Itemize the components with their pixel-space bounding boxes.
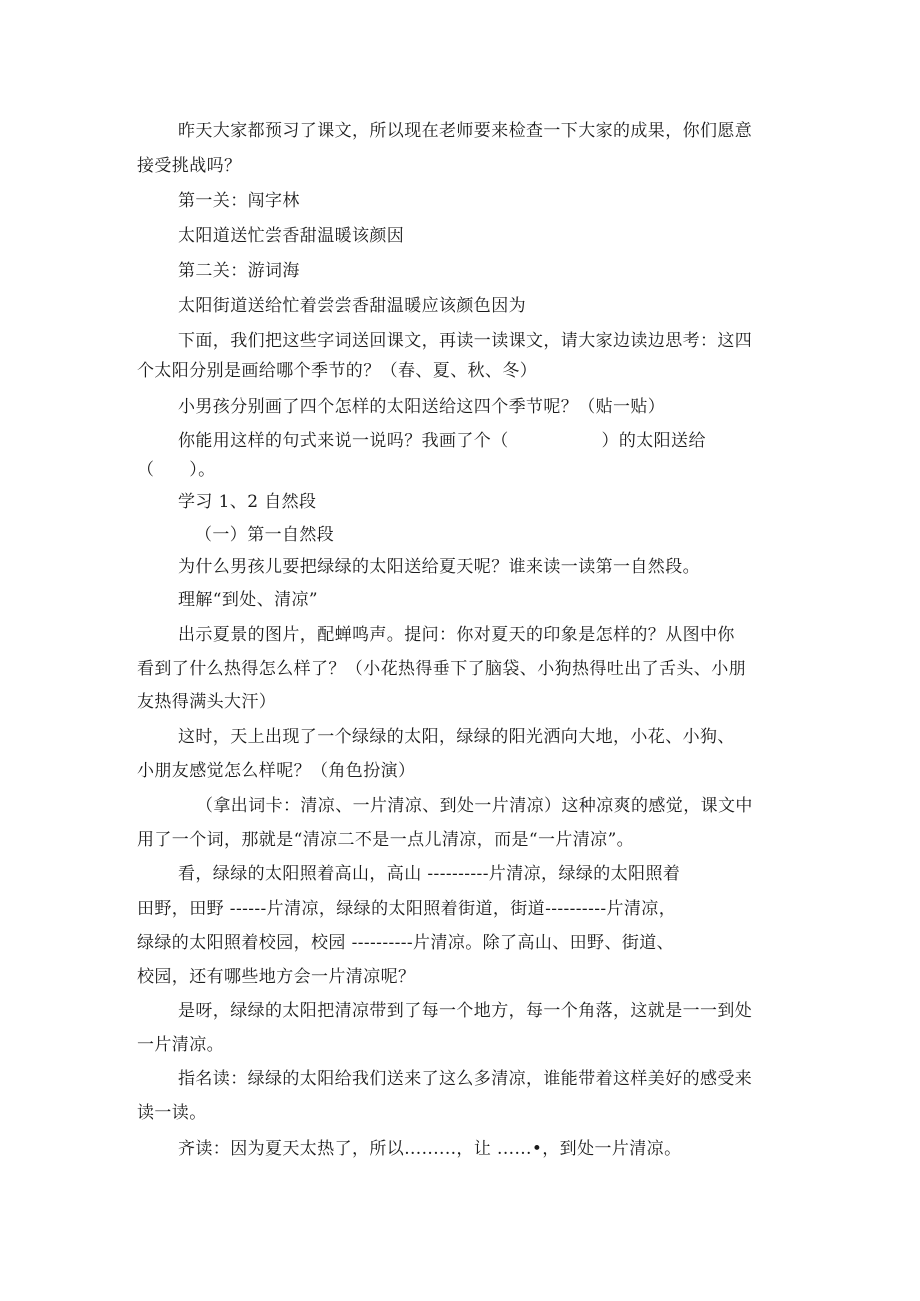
text-line: 是呀，绿绿的太阳把清凉带到了每一个地方，每一个角落，这就是一一到处 (178, 1001, 753, 1021)
text-line: 读一读。 (137, 1103, 207, 1123)
text-line: 友热得满头大汗） (137, 692, 277, 712)
text-line: 校园，还有哪些地方会一片清凉呢？ (137, 967, 416, 987)
text-line: 田野，田野 ------片清凉，绿绿的太阳照着街道，街道----------片清凉， (137, 899, 677, 919)
text-line: 太阳道送忙尝香甜温暖该颜因 (178, 226, 405, 246)
text-line: 太阳街道送给忙着尝尝香甜温暖应该颜色因为 (178, 296, 526, 316)
text-line: 看，绿绿的太阳照着高山，高山 ----------片清凉，绿绿的太阳照着 (178, 864, 681, 884)
text-line: 理解“到处、清凉” (178, 590, 318, 610)
text-line: 个太阳分别是画给哪个季节的？（春、夏、秋、冬） (137, 361, 538, 381)
text-line: 用了一个词，那就是“清凉二不是一点儿清凉，而是“一片清凉”。 (137, 830, 635, 850)
text-line: 接受挑战吗？ (137, 156, 242, 176)
text-line: 看到了什么热得怎么样了？（小花热得垂下了脑袋、小狗热得吐出了舌头、小朋 (137, 659, 746, 679)
text-line: 你能用这样的句式来说一说吗？我画了个（ ）的太阳送给 (178, 431, 706, 451)
text-line: 下面，我们把这些字词送回课文，再读一读课文，请大家边读边思考：这四 (178, 331, 753, 351)
text-line: 一片清凉。 (137, 1035, 224, 1055)
text-line: 为什么男孩儿要把绿绿的太阳送给夏天呢？谁来读一读第一自然段。 (178, 557, 700, 577)
text-line: 齐读：因为夏天太热了，所以.........，让 ......•，到处一片清凉。 (178, 1139, 682, 1159)
text-line: （拿出词卡：清凉、一片清凉、到处一片清凉）这种凉爽的感觉，课文中 (196, 796, 753, 816)
text-line: 第一关：闯字林 (178, 191, 300, 211)
text-line: 昨天大家都预习了课文，所以现在老师要来检查一下大家的成果，你们愿意 (178, 121, 753, 141)
text-line: 第二关：游词海 (178, 261, 300, 281)
text-line: 绿绿的太阳照着校园，校园 ----------片清凉。除了高山、田野、街道、 (137, 933, 675, 953)
text-line: 小男孩分别画了四个怎样的太阳送给这四个季节呢？（贴一贴） (178, 397, 666, 417)
text-line: 学习 1、2 自然段 (178, 492, 317, 512)
text-line: （ ）。 (137, 460, 216, 480)
text-line: 这时，天上出现了一个绿绿的太阳，绿绿的阳光洒向大地，小花、小狗、 (178, 727, 735, 747)
text-line: （一）第一自然段 (195, 525, 335, 545)
text-line: 小朋友感觉怎么样呢？（角色扮演） (137, 761, 416, 781)
text-line: 出示夏景的图片，配蝉鸣声。提问：你对夏天的印象是怎样的？从图中你 (178, 625, 735, 645)
text-line: 指名读：绿绿的太阳给我们送来了这么多清凉，谁能带着这样美好的感受来 (178, 1069, 753, 1089)
